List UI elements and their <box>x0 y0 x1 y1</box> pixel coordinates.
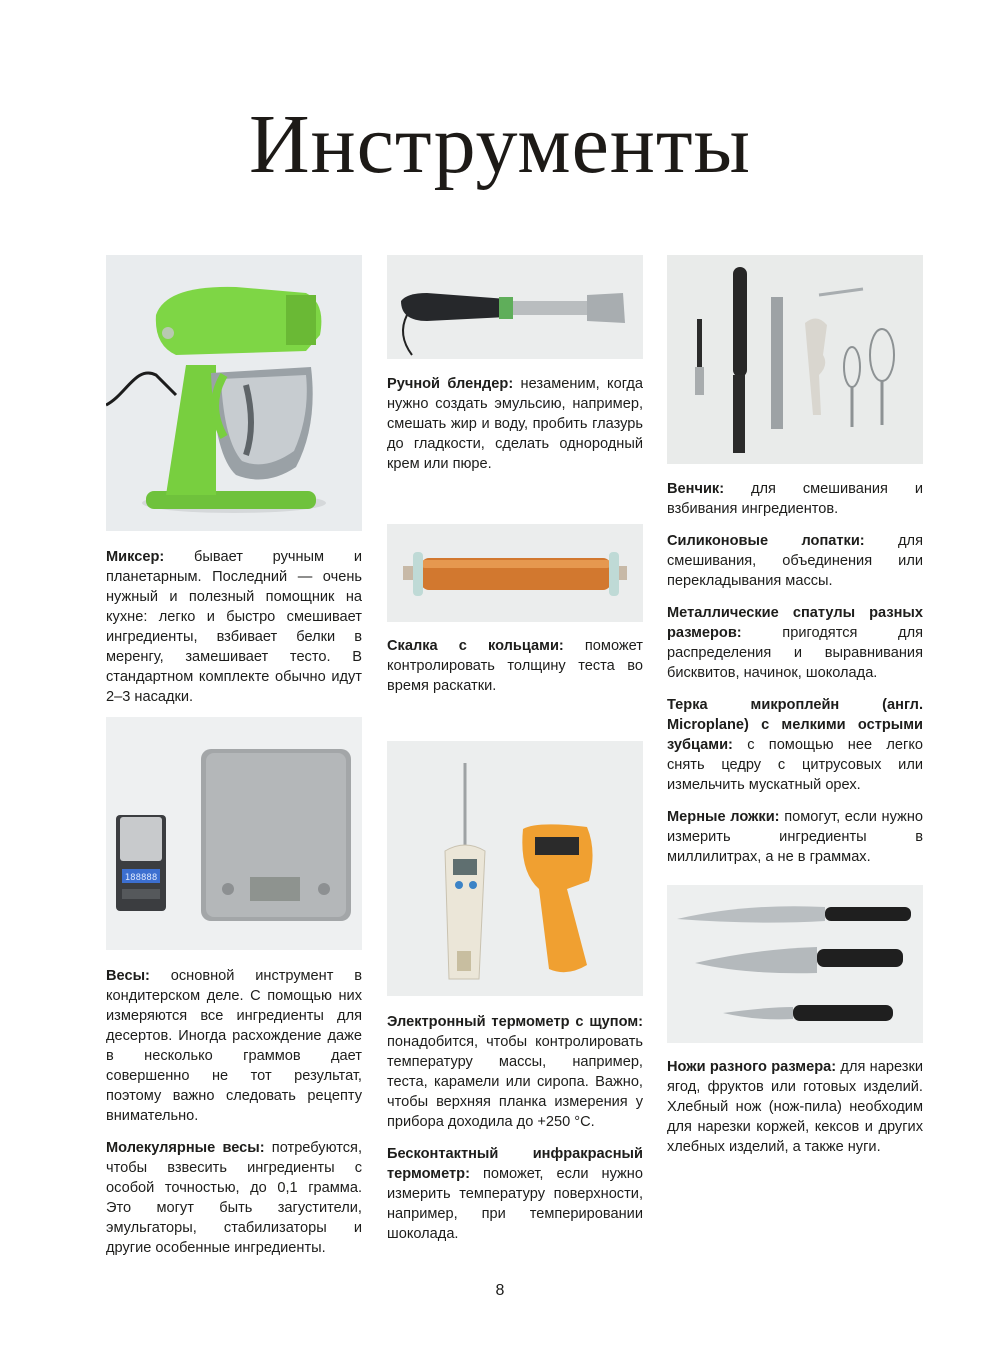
thermometer-text: понадобится, чтобы контролировать температуру массы, например, теста, карамели или сиропа. Важно, чтобы верхняя планка измерения у прибора доходила до +250 °С. <box>387 1034 643 1130</box>
page-number: 8 <box>495 1282 505 1299</box>
knives-text: для нарезки ягод, фруктов или готовых изделий. Хлебный нож (нож-пила) необходим для нарезки коржей, кексов и других хлебных изделий, а также нуги. <box>667 1059 923 1155</box>
knives-description <box>667 1057 923 1169</box>
blender-text: незаменим, когда нужно создать эмульсию, например, смешать жир и воду, пробить глазурь до гладкости, сделать однородный крем или пюре. <box>387 376 643 472</box>
thermometer-description <box>387 1012 643 1256</box>
thermometer-term: Электронный термометр с щупом: <box>387 1014 643 1030</box>
metal-spatulas-text: пригодятся для распределения и выравнивания бисквитов, начинок, шоколада. <box>667 625 923 681</box>
rolling-pin-term: Скалка с кольцами: <box>387 638 564 654</box>
knives-term: Ножи разного размера: <box>667 1059 837 1075</box>
mixer-term: Миксер: <box>106 549 165 565</box>
spatulas-term: Силиконовые лопатки: <box>667 533 865 549</box>
blender-term: Ручной блендер: <box>387 376 514 392</box>
rolling-pin-text: поможет контролировать толщину теста во время раскатки. <box>387 638 643 694</box>
mixer-description <box>106 547 362 719</box>
spatulas-text: для смешивания, объединения или перекладывания массы. <box>667 533 923 589</box>
ir-thermometer-term: Бесконтактный инфракрасный термометр: <box>387 1146 643 1182</box>
scales-term: Весы: <box>106 968 150 984</box>
page-title: Инструменты <box>249 98 751 191</box>
blender-description <box>387 374 643 486</box>
metal-spatulas-term: Металлические спатулы разных размеров: <box>667 605 923 641</box>
scale-display-text: 188888 <box>124 873 158 883</box>
rolling-pin-photo <box>387 524 643 622</box>
pastry-tools-photo <box>667 255 923 464</box>
ir-thermometer-text: поможет, если нужно измерить температуру поверхности, например, при темперировании шоколада. <box>387 1166 643 1242</box>
hand-blender-photo <box>387 255 643 359</box>
measuring-spoons-text: помогут, если нужно измерить ингредиенты в миллилитрах, а не в граммах. <box>667 809 923 865</box>
rolling-pin-description <box>387 636 643 708</box>
knives-photo <box>667 885 923 1043</box>
thermometers-photo <box>387 741 643 996</box>
whisk-term: Венчик: <box>667 481 725 497</box>
molecular-scales-term: Молекулярные весы: <box>106 1140 265 1156</box>
scales-text: основной инструмент в кондитерском деле. С помощью них измеряются все ингредиенты для десертов. Иногда расхождение даже в несколько граммов дает совершенно не тот результат, поэтому важно следовать рецепту внимательно. <box>106 968 362 1124</box>
whisk-text: для смешивания и взбивания ингредиентов. <box>667 481 923 517</box>
microplane-term: Терка микроплейн (англ. Microplane) с мелкими острыми зубцами: <box>667 697 923 753</box>
mixer-text: бывает ручным и планетарным. Последний — очень нужный и полезный помощник на кухне: легко и быстро смешивает ингредиенты, взбивает белки в меренгу, замешивает тесто. В стандартном комплекте обычно идут 2–3 насадки. <box>106 549 362 705</box>
tools-description <box>667 479 923 879</box>
molecular-scales-text: потребуются, чтобы взвесить ингредиенты с особой точностью, до 0,1 грамма. Это могут быть загустители, эмульгаторы, стабилизаторы и другие особенные ингредиенты. <box>106 1140 362 1256</box>
microplane-text: с помощью нее легко снять цедру с цитрусовых или измельчить мускатный орех. <box>667 737 923 793</box>
measuring-spoons-term: Мерные ложки: <box>667 809 780 825</box>
scales-photo <box>106 717 362 950</box>
stand-mixer-photo <box>106 255 362 531</box>
scales-description <box>106 966 362 1270</box>
